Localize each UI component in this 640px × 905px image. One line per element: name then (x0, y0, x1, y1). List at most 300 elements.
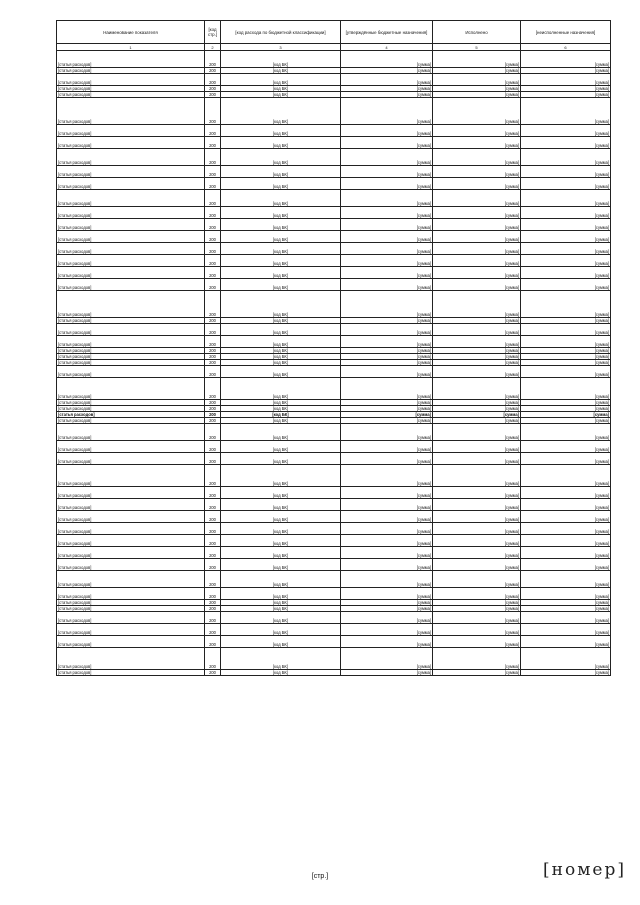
row-remaining-amount: [сумма] (521, 412, 611, 418)
row-budget-code: [код БК] (221, 465, 341, 487)
row-remaining-amount: [сумма] (521, 441, 611, 453)
row-approved-amount: [сумма] (341, 149, 433, 166)
row-budget-code: [код БК] (221, 219, 341, 231)
table-row (57, 499, 611, 511)
row-name: [статья расходов] (57, 535, 205, 547)
row-executed-amount: [сумма] (433, 149, 521, 166)
row-line-code: 200 (205, 366, 221, 378)
row-remaining-amount: [сумма] (521, 98, 611, 125)
row-name: [статья расходов] (57, 324, 205, 336)
row-budget-code: [код БК] (221, 588, 341, 600)
row-name: [статья расходов] (57, 354, 205, 360)
row-name: [статья расходов] (57, 137, 205, 149)
row-executed-amount: [сумма] (433, 348, 521, 354)
row-line-code: 200 (205, 255, 221, 267)
table-row (57, 125, 611, 137)
row-remaining-amount: [сумма] (521, 612, 611, 624)
table-row (57, 231, 611, 243)
row-approved-amount: [сумма] (341, 255, 433, 267)
table-row (57, 51, 611, 68)
row-budget-code: [код БК] (221, 400, 341, 406)
row-remaining-amount: [сумма] (521, 178, 611, 190)
row-budget-code: [код БК] (221, 412, 341, 418)
column-number: 5 (433, 44, 521, 51)
table-row (57, 137, 611, 149)
row-remaining-amount: [сумма] (521, 523, 611, 535)
row-executed-amount: [сумма] (433, 523, 521, 535)
row-budget-code: [код БК] (221, 74, 341, 86)
row-remaining-amount: [сумма] (521, 291, 611, 318)
row-budget-code: [код БК] (221, 511, 341, 523)
row-remaining-amount: [сумма] (521, 336, 611, 348)
row-executed-amount: [сумма] (433, 624, 521, 636)
table-body (57, 51, 611, 676)
row-budget-code: [код БК] (221, 86, 341, 92)
row-budget-code: [код БК] (221, 612, 341, 624)
table-row (57, 465, 611, 487)
row-name: [статья расходов] (57, 606, 205, 612)
row-remaining-amount: [сумма] (521, 137, 611, 149)
row-line-code: 200 (205, 231, 221, 243)
row-executed-amount: [сумма] (433, 406, 521, 412)
row-executed-amount: [сумма] (433, 51, 521, 68)
row-remaining-amount: [сумма] (521, 378, 611, 400)
row-budget-code: [код БК] (221, 255, 341, 267)
row-name: [статья расходов] (57, 499, 205, 511)
table-row (57, 441, 611, 453)
row-line-code: 200 (205, 378, 221, 400)
row-approved-amount: [сумма] (341, 559, 433, 571)
row-executed-amount: [сумма] (433, 92, 521, 98)
row-remaining-amount: [сумма] (521, 511, 611, 523)
row-line-code: 200 (205, 207, 221, 219)
row-line-code: 200 (205, 453, 221, 465)
row-name: [статья расходов] (57, 624, 205, 636)
row-name: [статья расходов] (57, 400, 205, 406)
row-line-code: 200 (205, 336, 221, 348)
column-number: 3 (221, 44, 341, 51)
row-approved-amount: [сумма] (341, 291, 433, 318)
row-name: [статья расходов] (57, 149, 205, 166)
row-name: [статья расходов] (57, 571, 205, 588)
table-row (57, 535, 611, 547)
page-number: [стр.] (311, 873, 329, 880)
row-name: [статья расходов] (57, 74, 205, 86)
table-row (57, 559, 611, 571)
row-name: [статья расходов] (57, 51, 205, 68)
table-header-row (57, 21, 611, 44)
row-executed-amount: [сумма] (433, 207, 521, 219)
row-line-code: 200 (205, 424, 221, 441)
row-remaining-amount: [сумма] (521, 74, 611, 86)
row-approved-amount: [сумма] (341, 612, 433, 624)
sheet-stamp-number: [номер] (543, 860, 626, 880)
row-name: [статья расходов] (57, 178, 205, 190)
row-line-code: 200 (205, 511, 221, 523)
row-budget-code: [код БК] (221, 499, 341, 511)
row-line-code: 200 (205, 291, 221, 318)
row-approved-amount: [сумма] (341, 670, 433, 676)
row-line-code: 200 (205, 125, 221, 137)
row-budget-code: [код БК] (221, 125, 341, 137)
row-budget-code: [код БК] (221, 571, 341, 588)
row-executed-amount: [сумма] (433, 166, 521, 178)
row-name: [статья расходов] (57, 547, 205, 559)
table-row (57, 74, 611, 86)
table-row (57, 670, 611, 676)
row-budget-code: [код БК] (221, 600, 341, 606)
row-approved-amount: [сумма] (341, 98, 433, 125)
row-approved-amount: [сумма] (341, 324, 433, 336)
row-approved-amount: [сумма] (341, 636, 433, 648)
row-executed-amount: [сумма] (433, 178, 521, 190)
row-approved-amount: [сумма] (341, 571, 433, 588)
row-line-code: 200 (205, 86, 221, 92)
row-line-code: 200 (205, 600, 221, 606)
row-name: [статья расходов] (57, 166, 205, 178)
row-approved-amount: [сумма] (341, 190, 433, 207)
row-remaining-amount: [сумма] (521, 571, 611, 588)
row-line-code: 200 (205, 98, 221, 125)
row-remaining-amount: [сумма] (521, 360, 611, 366)
row-remaining-amount: [сумма] (521, 125, 611, 137)
row-approved-amount: [сумма] (341, 219, 433, 231)
row-approved-amount: [сумма] (341, 137, 433, 149)
row-executed-amount: [сумма] (433, 231, 521, 243)
row-name: [статья расходов] (57, 441, 205, 453)
row-line-code: 200 (205, 74, 221, 86)
row-approved-amount: [сумма] (341, 523, 433, 535)
row-executed-amount: [сумма] (433, 291, 521, 318)
row-executed-amount: [сумма] (433, 648, 521, 670)
budget-execution-table (56, 20, 611, 676)
row-name: [статья расходов] (57, 378, 205, 400)
row-approved-amount: [сумма] (341, 74, 433, 86)
row-line-code: 200 (205, 360, 221, 366)
row-budget-code: [код БК] (221, 178, 341, 190)
row-approved-amount: [сумма] (341, 318, 433, 324)
row-name: [статья расходов] (57, 190, 205, 207)
row-approved-amount: [сумма] (341, 336, 433, 348)
row-name: [статья расходов] (57, 412, 205, 418)
table-row (57, 571, 611, 588)
table-row (57, 166, 611, 178)
table-row (57, 366, 611, 378)
row-line-code: 200 (205, 137, 221, 149)
row-budget-code: [код БК] (221, 378, 341, 400)
row-remaining-amount: [сумма] (521, 318, 611, 324)
row-budget-code: [код БК] (221, 68, 341, 74)
row-executed-amount: [сумма] (433, 511, 521, 523)
row-approved-amount: [сумма] (341, 348, 433, 354)
row-executed-amount: [сумма] (433, 219, 521, 231)
table-row (57, 612, 611, 624)
column-number: 6 (521, 44, 611, 51)
row-remaining-amount: [сумма] (521, 588, 611, 600)
row-approved-amount: [сумма] (341, 68, 433, 74)
row-name: [статья расходов] (57, 670, 205, 676)
row-remaining-amount: [сумма] (521, 487, 611, 499)
header-budget-code: [код расхода по бюджетной классификации] (221, 21, 341, 44)
row-remaining-amount: [сумма] (521, 207, 611, 219)
header-line-code: [код стр.] (205, 21, 221, 44)
table-row (57, 636, 611, 648)
table-row (57, 149, 611, 166)
row-line-code: 200 (205, 535, 221, 547)
row-budget-code: [код БК] (221, 318, 341, 324)
row-name: [статья расходов] (57, 559, 205, 571)
row-name: [статья расходов] (57, 636, 205, 648)
row-approved-amount: [сумма] (341, 366, 433, 378)
row-line-code: 200 (205, 324, 221, 336)
row-approved-amount: [сумма] (341, 600, 433, 606)
row-name: [статья расходов] (57, 418, 205, 424)
row-approved-amount: [сумма] (341, 511, 433, 523)
row-budget-code: [код БК] (221, 523, 341, 535)
row-budget-code: [код БК] (221, 547, 341, 559)
row-budget-code: [код БК] (221, 624, 341, 636)
row-remaining-amount: [сумма] (521, 267, 611, 279)
row-approved-amount: [сумма] (341, 606, 433, 612)
row-executed-amount: [сумма] (433, 424, 521, 441)
row-remaining-amount: [сумма] (521, 190, 611, 207)
row-name: [статья расходов] (57, 219, 205, 231)
row-line-code: 200 (205, 487, 221, 499)
row-executed-amount: [сумма] (433, 400, 521, 406)
row-executed-amount: [сумма] (433, 354, 521, 360)
row-budget-code: [код БК] (221, 190, 341, 207)
row-name: [статья расходов] (57, 612, 205, 624)
row-budget-code: [код БК] (221, 535, 341, 547)
table-row (57, 487, 611, 499)
table-row (57, 267, 611, 279)
row-budget-code: [код БК] (221, 51, 341, 68)
row-approved-amount: [сумма] (341, 125, 433, 137)
row-budget-code: [код БК] (221, 92, 341, 98)
header-approved: [утверждённые бюджетные назначения] (341, 21, 433, 44)
header-remaining: [неисполненные назначения] (521, 21, 611, 44)
table-row (57, 624, 611, 636)
table-row (57, 588, 611, 600)
row-line-code: 200 (205, 441, 221, 453)
row-line-code: 200 (205, 588, 221, 600)
row-approved-amount: [сумма] (341, 92, 433, 98)
row-approved-amount: [сумма] (341, 487, 433, 499)
row-remaining-amount: [сумма] (521, 624, 611, 636)
table-row (57, 279, 611, 291)
row-remaining-amount: [сумма] (521, 406, 611, 412)
row-name: [статья расходов] (57, 348, 205, 354)
table-row (57, 243, 611, 255)
row-remaining-amount: [сумма] (521, 465, 611, 487)
row-remaining-amount: [сумма] (521, 648, 611, 670)
row-line-code: 200 (205, 68, 221, 74)
row-remaining-amount: [сумма] (521, 636, 611, 648)
row-approved-amount: [сумма] (341, 360, 433, 366)
row-executed-amount: [сумма] (433, 441, 521, 453)
row-executed-amount: [сумма] (433, 267, 521, 279)
row-budget-code: [код БК] (221, 424, 341, 441)
row-remaining-amount: [сумма] (521, 600, 611, 606)
row-executed-amount: [сумма] (433, 336, 521, 348)
row-remaining-amount: [сумма] (521, 606, 611, 612)
row-line-code: 200 (205, 318, 221, 324)
table-row (57, 98, 611, 125)
row-name: [статья расходов] (57, 279, 205, 291)
row-name: [статья расходов] (57, 588, 205, 600)
row-budget-code: [код БК] (221, 441, 341, 453)
row-line-code: 200 (205, 190, 221, 207)
row-executed-amount: [сумма] (433, 137, 521, 149)
row-line-code: 200 (205, 547, 221, 559)
row-budget-code: [код БК] (221, 137, 341, 149)
row-executed-amount: [сумма] (433, 318, 521, 324)
row-line-code: 200 (205, 354, 221, 360)
table-row (57, 336, 611, 348)
row-approved-amount: [сумма] (341, 499, 433, 511)
row-line-code: 200 (205, 465, 221, 487)
row-budget-code: [код БК] (221, 243, 341, 255)
row-line-code: 200 (205, 400, 221, 406)
row-budget-code: [код БК] (221, 418, 341, 424)
row-remaining-amount: [сумма] (521, 366, 611, 378)
row-approved-amount: [сумма] (341, 279, 433, 291)
table-row (57, 255, 611, 267)
row-remaining-amount: [сумма] (521, 243, 611, 255)
row-budget-code: [код БК] (221, 487, 341, 499)
row-executed-amount: [сумма] (433, 453, 521, 465)
row-name: [статья расходов] (57, 291, 205, 318)
row-executed-amount: [сумма] (433, 465, 521, 487)
row-approved-amount: [сумма] (341, 406, 433, 412)
row-approved-amount: [сумма] (341, 231, 433, 243)
row-budget-code: [код БК] (221, 670, 341, 676)
row-approved-amount: [сумма] (341, 412, 433, 418)
row-name: [статья расходов] (57, 336, 205, 348)
row-line-code: 200 (205, 348, 221, 354)
row-remaining-amount: [сумма] (521, 348, 611, 354)
row-executed-amount: [сумма] (433, 547, 521, 559)
row-line-code: 200 (205, 418, 221, 424)
row-name: [статья расходов] (57, 406, 205, 412)
row-remaining-amount: [сумма] (521, 86, 611, 92)
table-row (57, 648, 611, 670)
row-approved-amount: [сумма] (341, 166, 433, 178)
row-line-code: 200 (205, 636, 221, 648)
row-approved-amount: [сумма] (341, 178, 433, 190)
row-remaining-amount: [сумма] (521, 166, 611, 178)
table-row (57, 291, 611, 318)
row-line-code: 200 (205, 267, 221, 279)
row-executed-amount: [сумма] (433, 190, 521, 207)
row-line-code: 200 (205, 406, 221, 412)
row-name: [статья расходов] (57, 267, 205, 279)
table-row (57, 424, 611, 441)
row-name: [статья расходов] (57, 255, 205, 267)
row-budget-code: [код БК] (221, 636, 341, 648)
row-name: [статья расходов] (57, 318, 205, 324)
row-approved-amount: [сумма] (341, 465, 433, 487)
row-approved-amount: [сумма] (341, 267, 433, 279)
row-approved-amount: [сумма] (341, 535, 433, 547)
column-number: 4 (341, 44, 433, 51)
row-budget-code: [код БК] (221, 324, 341, 336)
row-budget-code: [код БК] (221, 406, 341, 412)
row-executed-amount: [сумма] (433, 571, 521, 588)
row-remaining-amount: [сумма] (521, 400, 611, 406)
row-line-code: 200 (205, 648, 221, 670)
table-row (57, 511, 611, 523)
row-executed-amount: [сумма] (433, 636, 521, 648)
row-approved-amount: [сумма] (341, 378, 433, 400)
row-line-code: 200 (205, 523, 221, 535)
row-line-code: 200 (205, 412, 221, 418)
row-approved-amount: [сумма] (341, 418, 433, 424)
row-executed-amount: [сумма] (433, 487, 521, 499)
row-remaining-amount: [сумма] (521, 219, 611, 231)
row-executed-amount: [сумма] (433, 588, 521, 600)
row-executed-amount: [сумма] (433, 74, 521, 86)
row-executed-amount: [сумма] (433, 98, 521, 125)
row-budget-code: [код БК] (221, 348, 341, 354)
row-name: [статья расходов] (57, 98, 205, 125)
row-line-code: 200 (205, 499, 221, 511)
row-budget-code: [код БК] (221, 606, 341, 612)
table-row (57, 219, 611, 231)
row-approved-amount: [сумма] (341, 588, 433, 600)
row-name: [статья расходов] (57, 487, 205, 499)
row-approved-amount: [сумма] (341, 547, 433, 559)
row-approved-amount: [сумма] (341, 624, 433, 636)
row-approved-amount: [сумма] (341, 207, 433, 219)
row-executed-amount: [сумма] (433, 418, 521, 424)
row-remaining-amount: [сумма] (521, 547, 611, 559)
table-row (57, 378, 611, 400)
row-line-code: 200 (205, 243, 221, 255)
row-approved-amount: [сумма] (341, 86, 433, 92)
row-executed-amount: [сумма] (433, 559, 521, 571)
header-indicator-name: Наименование показателя (57, 21, 205, 44)
table-row (57, 547, 611, 559)
row-executed-amount: [сумма] (433, 243, 521, 255)
row-line-code: 200 (205, 624, 221, 636)
row-approved-amount: [сумма] (341, 441, 433, 453)
row-remaining-amount: [сумма] (521, 670, 611, 676)
row-remaining-amount: [сумма] (521, 92, 611, 98)
row-line-code: 200 (205, 571, 221, 588)
column-number-row (57, 44, 611, 51)
row-line-code: 200 (205, 559, 221, 571)
row-name: [статья расходов] (57, 68, 205, 74)
row-remaining-amount: [сумма] (521, 559, 611, 571)
report-sheet (56, 20, 610, 676)
table-row (57, 453, 611, 465)
row-budget-code: [код БК] (221, 336, 341, 348)
row-executed-amount: [сумма] (433, 670, 521, 676)
row-remaining-amount: [сумма] (521, 231, 611, 243)
row-executed-amount: [сумма] (433, 606, 521, 612)
row-remaining-amount: [сумма] (521, 279, 611, 291)
row-name: [статья расходов] (57, 207, 205, 219)
row-line-code: 200 (205, 606, 221, 612)
row-remaining-amount: [сумма] (521, 255, 611, 267)
row-budget-code: [код БК] (221, 231, 341, 243)
row-executed-amount: [сумма] (433, 68, 521, 74)
row-line-code: 200 (205, 219, 221, 231)
table-row (57, 190, 611, 207)
row-name: [статья расходов] (57, 231, 205, 243)
row-remaining-amount: [сумма] (521, 354, 611, 360)
